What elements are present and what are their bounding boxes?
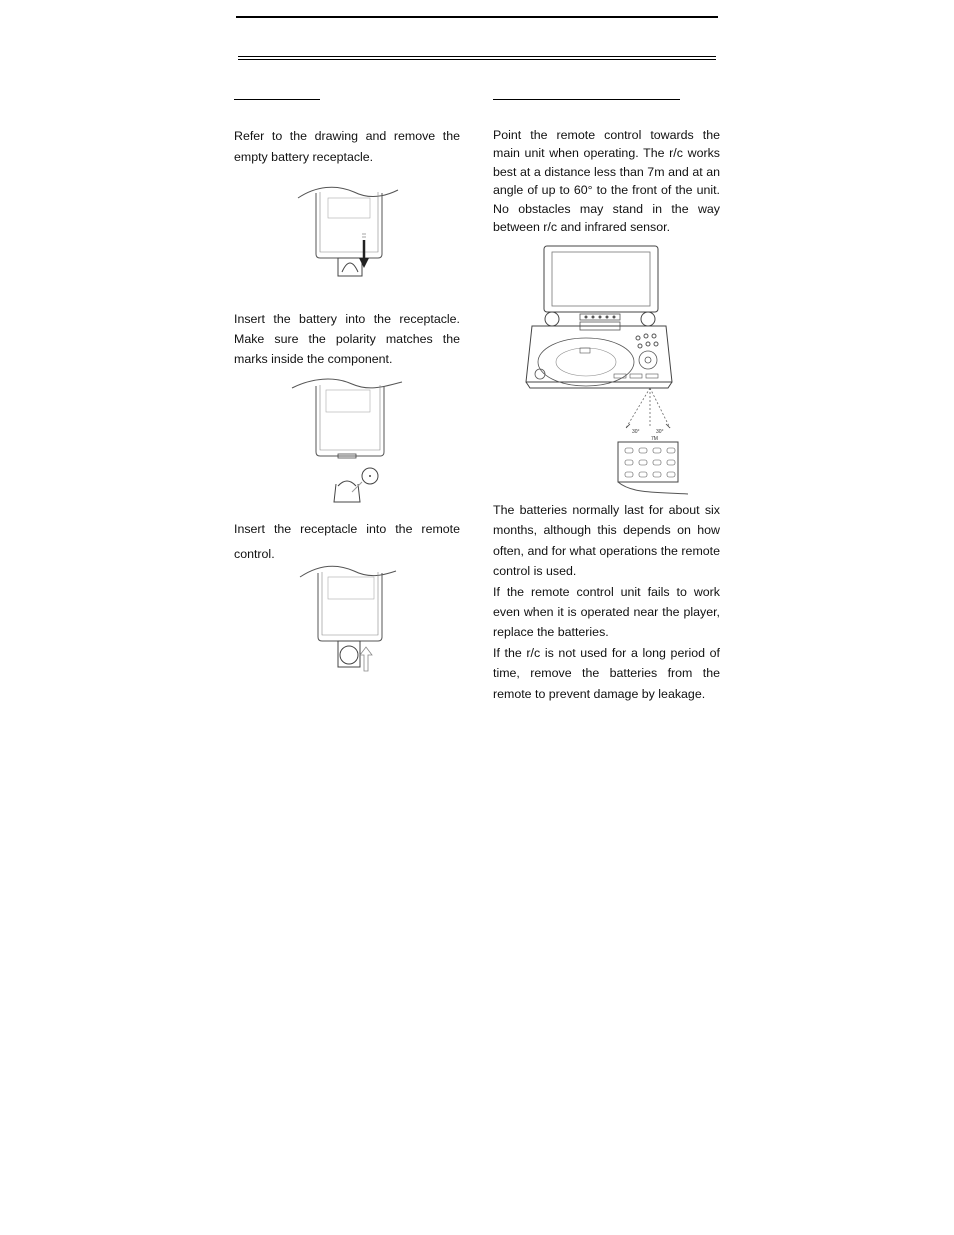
- battery-info: [493, 500, 720, 704]
- battery-life-text: The batteries normally last for about six months, although this depends on how often, and for what operations the remote control is used.: [493, 503, 720, 579]
- remote-close-figure: [298, 563, 398, 675]
- angle-right-label: 30°: [656, 429, 664, 435]
- usage-text: Point the remote control towards the main unit when operating. The r/c works best at a distance less than 7m and at an angle of up to 60° to the front of the unit. No obstacles may stand in the way between r/c and infrared sensor.: [493, 128, 720, 235]
- distance-label: 7M: [651, 436, 658, 442]
- left-heading-underline: [234, 99, 320, 100]
- header-rule-double-2: [238, 59, 716, 60]
- replace-text: If the remote control unit fails to work even when it is operated near the player, replace the batteries.: [493, 584, 720, 640]
- right-heading-underline: [493, 99, 680, 100]
- step2-text: Insert the battery into the receptacle. Make sure the polarity matches the marks inside the component.: [234, 312, 460, 366]
- remote-open-figure: [296, 184, 400, 282]
- step1-text: Refer to the drawing and remove the empty battery receptacle.: [234, 129, 460, 164]
- player-and-remote-figure: [522, 242, 692, 498]
- storage-text: If the r/c is not used for a long period of time, remove the batteries from the remote to prevent damage by leakage.: [493, 645, 720, 701]
- angle-left-label: 30°: [632, 429, 640, 435]
- header-rule-double-1: [238, 56, 716, 57]
- remote-insert-battery-figure: [290, 376, 404, 508]
- header-rule-top: [236, 16, 718, 18]
- step3-text: Insert the receptacle into the remote control.: [234, 522, 460, 561]
